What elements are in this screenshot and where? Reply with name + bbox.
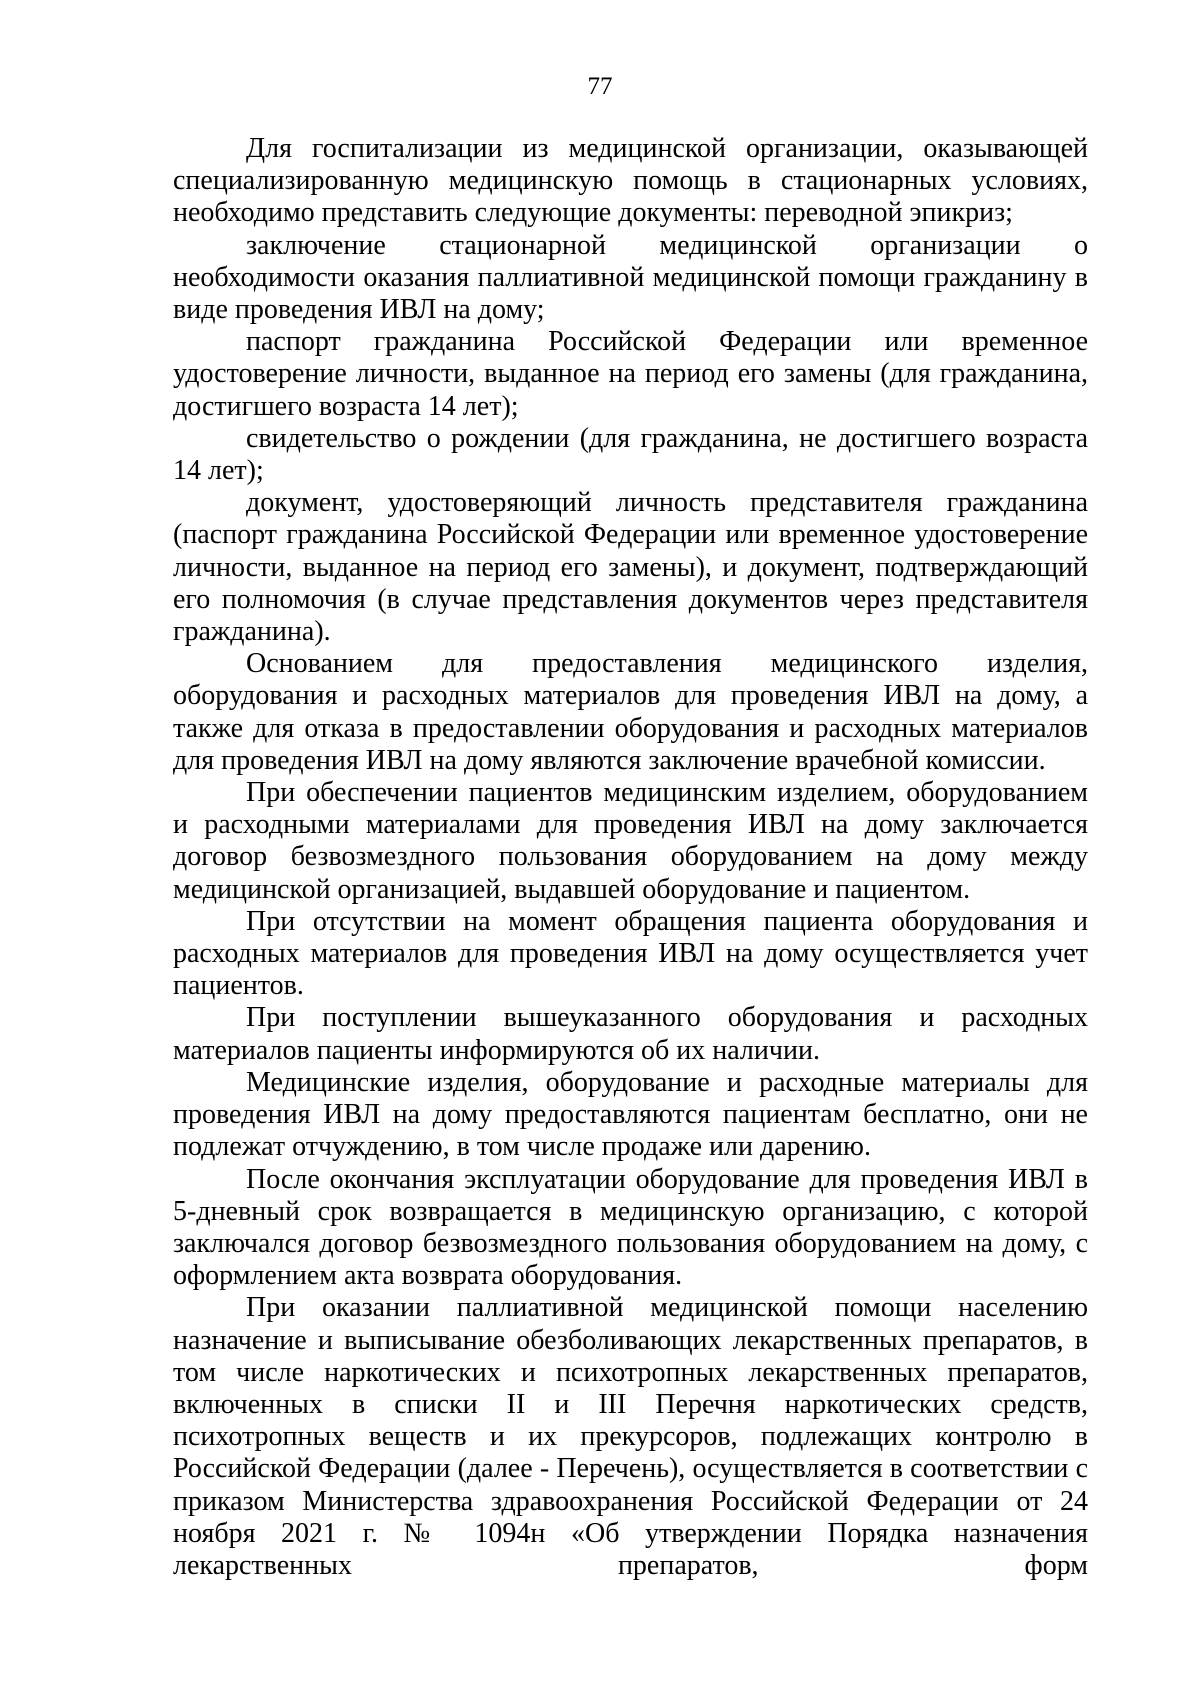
paragraph-free-of-charge: Медицинские изделия, оборудование и расходные материалы для проведения ИВЛ на дому предоставляются пациентам бесплатно, они не подлежат отчуждению, в том числе продаже или дарению. (173, 1066, 1088, 1163)
paragraph-representative-documents: документ, удостоверяющий личность представителя гражданина (паспорт гражданина Российской Федерации или временное удостоверение личности, выданное на период его замены), и документ, подтверждающий его полномочия (в случае представления документов через представителя гражданина). (173, 487, 1088, 648)
paragraph-passport: паспорт гражданина Российской Федерации или временное удостоверение личности, выданное на период его замены (для гражданина, достигшего возраста 14 лет); (173, 326, 1088, 422)
document-body (173, 133, 1088, 1582)
paragraph-inpatient-conclusion: заключение стационарной медицинской организации о необходимости оказания паллиативной медицинской помощи гражданину в виде проведения ИВЛ на дому; (173, 229, 1088, 326)
paragraph-hospitalization-documents: Для госпитализации из медицинской организации, оказывающей специализированную медицинскую помощь в стационарных условиях, необходимо представить следующие документы: переводной эпикриз; (173, 133, 1088, 229)
paragraph-birth-certificate: свидетельство о рождении (для гражданина, не достигшего возраста 14 лет); (173, 422, 1088, 487)
paragraph-availability-notice: При поступлении вышеуказанного оборудования и расходных материалов пациенты информируются об их наличии. (173, 1002, 1088, 1066)
paragraph-grounds-for-provision: Основанием для предоставления медицинского изделия, оборудования и расходных материалов для проведения ИВЛ на дому, а также для отказа в предоставлении оборудования и расходных материалов для проведения ИВЛ на дому являются заключение врачебной комиссии. (173, 648, 1088, 776)
page-number: 77 (587, 73, 613, 100)
paragraph-analgesic-prescription: При оказании паллиативной медицинской помощи населению назначение и выписывание обезболивающих лекарственных препаратов, в том числе наркотических и психотропных лекарственных препаратов, включенных в списки II и III Перечня наркотических средств, психотропных веществ и их прекурсоров, подлежащих контролю в Российской Федерации (далее - Перечень), осуществляется в соответствии с приказом Министерства здравоохранения Российской Федерации от 24 ноября 2021 г. № 1094н «Об утверждении Порядка назначения лекарственных препаратов, форм (173, 1292, 1088, 1581)
paragraph-patient-registry: При отсутствии на момент обращения пациента оборудования и расходных материалов для проведения ИВЛ на дому осуществляется учет пациентов. (173, 905, 1088, 1002)
paragraph-loan-agreement: При обеспечении пациентов медицинским изделием, оборудованием и расходными материалами для проведения ИВЛ на дому заключается договор безвозмездного пользования оборудованием на дому между медицинской организацией, выдавшей оборудование и пациентом. (173, 777, 1088, 905)
paragraph-equipment-return: После окончания эксплуатации оборудование для проведения ИВЛ в 5-дневный срок возвращается в медицинскую организацию, с которой заключался договор безвозмездного пользования оборудованием на дому, с оформлением акта возврата оборудования. (173, 1163, 1088, 1292)
